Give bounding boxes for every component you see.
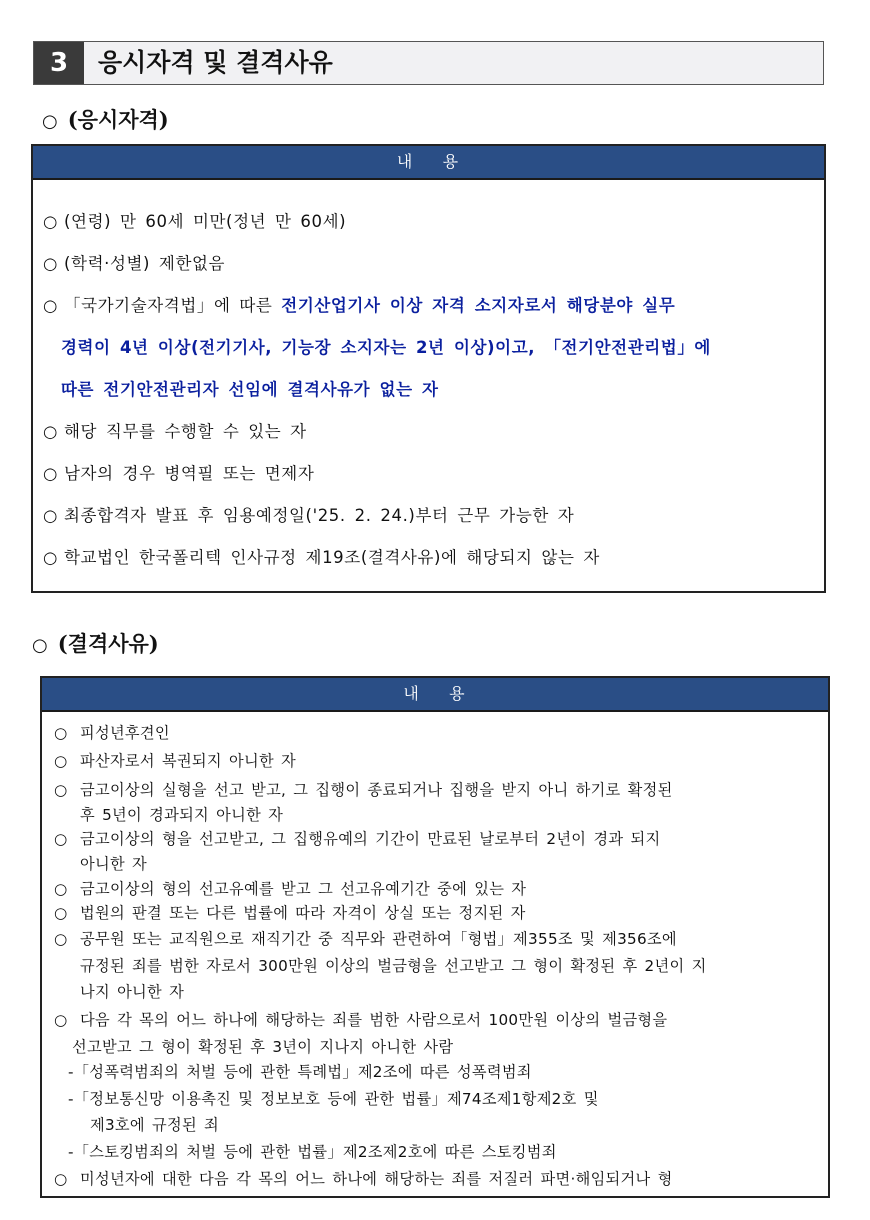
table-header-label: 내 용 [403,684,467,703]
list-item [43,250,225,274]
item-text: 법원의 판결 또는 다른 법률에 따라 자격이 상실 또는 정지된 자 [80,904,526,922]
item-text: 금고이상의 형의 선고유예를 받고 그 선고유예기간 중에 있는 자 [80,880,527,898]
sub-item-continued: 제3호에 규정된 죄 [90,1116,220,1134]
item-text: 「국가기술자격법」에 따른 [64,296,282,315]
list-item [54,828,660,849]
disqualification-heading [32,628,159,658]
disqualification-heading-text: (결격사유) [57,631,159,656]
disqualification-table [40,676,830,1198]
sub-item: -「정보통신망 이용촉진 및 정보보호 등에 관한 법률」제74조제1항제2호 및 [68,1090,599,1108]
bullet-icon: ○ [54,1011,68,1029]
bullet-circle-icon: ○ [42,111,58,132]
list-item [54,902,526,923]
list-item-continued: 나지 아니한 자 [80,983,185,1001]
bullet-icon: ○ [54,830,68,848]
list-item [54,779,673,800]
item-text: 금고이상의 실형을 선고 받고, 그 집행이 종료되거나 집행을 받지 아니 하기로 확정된 [80,781,673,799]
qualification-heading-text: (응시자격) [67,107,169,132]
item-text: 금고이상의 형을 선고받고, 그 집행유예의 기간이 만료된 날로부터 2년이 경과 되지 [80,830,661,848]
list-item-continued: 경력이 4년 이상(전기기사, 기능장 소지자는 2년 이상)이고, 「전기안전관리법」에 [61,338,711,357]
sub-item: -「스토킹범죄의 처벌 등에 관한 법률」제2조제2호에 따른 스토킹범죄 [68,1143,557,1161]
bullet-icon: ○ [54,724,68,742]
bullet-icon: ○ [43,254,58,273]
list-item [43,208,346,232]
bullet-circle-icon: ○ [32,635,48,656]
list-item [54,878,526,899]
list-item [43,544,600,568]
list-item-continued: 규정된 죄를 범한 자로서 300만원 이상의 벌금형을 선고받고 그 형이 확정된 후 2년이 지 [80,957,707,975]
bullet-icon: ○ [43,422,58,441]
item-emphasis: 전기산업기사 이상 자격 소지자로서 해당분야 실무 [281,296,676,315]
item-text: 다음 각 목의 어느 하나에 해당하는 죄를 범한 사람으로서 100만원 이상의 벌금형을 [80,1011,668,1029]
section-title: 응시자격 및 결격사유 [98,48,333,77]
list-item-continued: 아니한 자 [80,855,148,873]
bullet-icon: ○ [43,296,58,315]
list-item [43,292,675,316]
list-item [54,1168,673,1189]
bullet-icon: ○ [54,904,68,922]
bullet-icon: ○ [54,781,68,799]
sub-item: -「성폭력범죄의 처벌 등에 관한 특례법」제2조에 따른 성폭력범죄 [68,1063,532,1081]
bullet-icon: ○ [43,212,58,231]
item-text: 피성년후견인 [80,724,170,742]
list-item [54,928,677,949]
section-header [33,41,824,85]
disqualification-table-header [42,678,828,712]
bullet-icon: ○ [43,464,58,483]
item-text: (연령) 만 60세 미만(정년 만 60세) [64,212,347,231]
list-item [43,418,307,442]
item-text: 학교법인 한국폴리텍 인사규정 제19조(결격사유)에 해당되지 않는 자 [64,548,600,567]
list-item [43,460,314,484]
bullet-icon: ○ [43,548,58,567]
item-text: 최종합격자 발표 후 임용예정일('25. 2. 24.)부터 근무 가능한 자 [64,506,575,525]
bullet-icon: ○ [54,1170,68,1188]
table-header-label: 내 용 [396,152,461,171]
item-text: 공무원 또는 교직원으로 재직기간 중 직무와 관련하여「형법」제355조 및 제356조에 [80,930,677,948]
bullet-icon: ○ [43,506,58,525]
list-item-continued: 선고받고 그 형이 확정된 후 3년이 지나지 아니한 사람 [72,1038,454,1056]
qualification-table [31,144,826,593]
list-item [54,750,296,771]
item-text: 남자의 경우 병역필 또는 면제자 [64,464,315,483]
item-text: (학력·성별) 제한없음 [64,254,226,273]
bullet-icon: ○ [54,752,68,770]
list-item [54,722,170,743]
item-text: 미성년자에 대한 다음 각 목의 어느 하나에 해당하는 죄를 저질러 파면·해임되거나 형 [80,1170,673,1188]
qualification-table-header [33,146,824,180]
bullet-icon: ○ [54,880,68,898]
item-text: 파산자로서 복권되지 아니한 자 [80,752,297,770]
bullet-icon: ○ [54,930,68,948]
item-text: 해당 직무를 수행할 수 있는 자 [64,422,307,441]
list-item [43,502,574,526]
list-item [54,1009,667,1030]
qualification-heading [42,104,169,134]
list-item-continued: 후 5년이 경과되지 아니한 자 [80,806,284,824]
section-number: 3 [34,42,84,84]
list-item-continued: 따른 전기안전관리자 선임에 결격사유가 없는 자 [61,380,439,399]
